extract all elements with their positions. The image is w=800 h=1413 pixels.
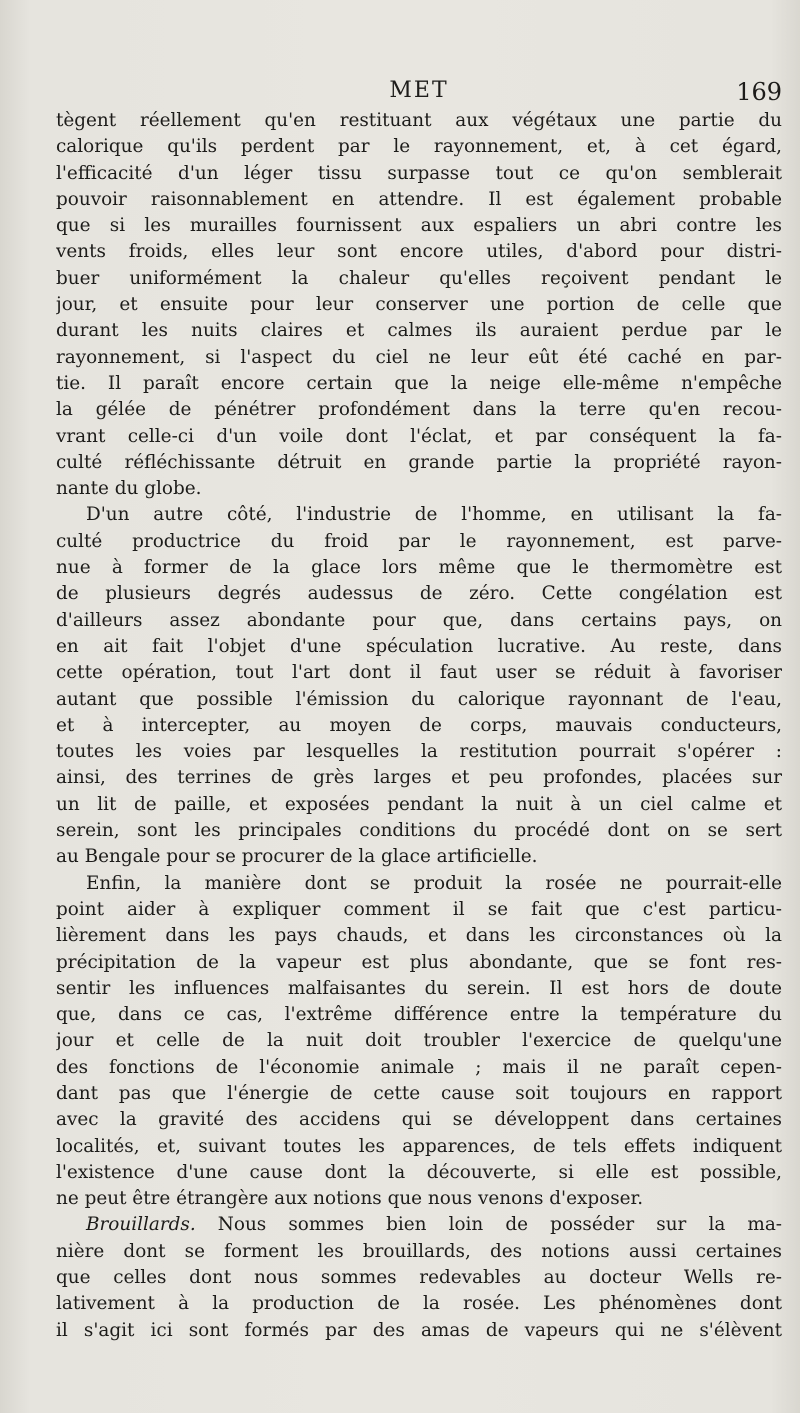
text-line: d'ailleurs assez abondante pour que, dans certains pays, on xyxy=(56,609,782,631)
text-line: rayonnement, si l'aspect du ciel ne leur eût été caché en par- xyxy=(56,346,782,368)
text-line: tie. Il paraît encore certain que la neige elle-même n'empêche xyxy=(56,372,782,394)
text-line: autant que possible l'émission du calorique rayonnant de l'eau, xyxy=(56,688,782,710)
text-line: ne peut être étrangère aux notions que nous venons d'exposer. xyxy=(56,1188,644,1210)
text-line: la gélée de pénétrer profondément dans la terre qu'en recou- xyxy=(56,399,782,421)
text-line: jour et celle de la nuit doit troubler l'exercice de quelqu'une xyxy=(56,1030,782,1052)
text-line: il s'agit ici sont formés par des amas de vapeurs qui ne s'élèvent xyxy=(56,1319,782,1341)
running-head: MET xyxy=(389,78,449,103)
text-line: culté productrice du froid par le rayonnement, est parve- xyxy=(56,530,782,552)
text-line: avec la gravité des accidens qui se développent dans certaines xyxy=(56,1109,782,1131)
text-line: D'un autre côté, l'industrie de l'homme, en utilisant la fa- xyxy=(86,504,782,526)
text-line: un lit de paille, et exposées pendant la nuit à un ciel calme et xyxy=(56,793,782,815)
text-line: tègent réellement qu'en restituant aux végétaux une partie du xyxy=(56,110,782,131)
paragraph-3 xyxy=(56,871,782,1213)
paragraph-1 xyxy=(56,108,782,502)
text-line: lativement à la production de la rosée. Les phénomènes dont xyxy=(56,1293,782,1315)
text-line: jour, et ensuite pour leur conserver une portion de celle que xyxy=(56,294,782,316)
text-line: au Bengale pour se procurer de la glace artificielle. xyxy=(56,846,538,868)
text-line: précipitation de la vapeur est plus abondante, que se font res- xyxy=(56,951,782,973)
text-line: vrant celle-ci d'un voile dont l'éclat, et par conséquent la fa- xyxy=(56,425,782,447)
text-line xyxy=(56,1212,782,1238)
paragraph-4 xyxy=(56,1212,782,1343)
text-line: de plusieurs degrés audessus de zéro. Cette congélation est xyxy=(56,583,782,605)
text-line: toutes les voies par lesquelles la restitution pourrait s'opérer : xyxy=(56,741,782,763)
text-line: dant pas que l'énergie de cette cause soit toujours en rapport xyxy=(56,1082,782,1104)
text-line: localités, et, suivant toutes les apparences, de tels effets indiquent xyxy=(56,1135,782,1157)
text-line: sentir les influences malfaisantes du serein. Il est hors de doute xyxy=(56,977,782,999)
text-line: durant les nuits claires et calmes ils auraient perdue par le xyxy=(56,320,782,342)
text-line: que, dans ce cas, l'extrême différence entre la température du xyxy=(56,1004,782,1026)
text-line: nante du globe. xyxy=(56,478,202,500)
section-lead-brouillards: Brouillards. xyxy=(86,1214,196,1236)
page-header xyxy=(56,76,782,108)
text-line: buer uniformément la chaleur qu'elles reçoivent pendant le xyxy=(56,267,782,289)
page-number: 169 xyxy=(736,78,782,106)
text-line: que si les murailles fournissent aux espaliers un abri contre les xyxy=(56,215,782,237)
text-line: l'existence d'une cause dont la découverte, si elle est possible, xyxy=(56,1161,782,1183)
text-line: lièrement dans les pays chauds, et dans les circonstances où la xyxy=(56,925,782,947)
text-line: l'efficacité d'un léger tissu surpasse tout ce qu'on semblerait xyxy=(56,162,782,184)
text-line: pouvoir raisonnablement en attendre. Il est également probable xyxy=(56,188,782,210)
text-line: que celles dont nous sommes redevables au docteur Wells re- xyxy=(56,1267,782,1289)
text-line-continuation: Nous sommes bien loin de posséder sur la ma- xyxy=(195,1214,782,1236)
text-line: nue à former de la glace lors même que le thermomètre est xyxy=(56,557,782,579)
text-line: calorique qu'ils perdent par le rayonnement, et, à cet égard, xyxy=(56,136,782,158)
paragraph-2 xyxy=(56,502,782,870)
text-line: et à intercepter, au moyen de corps, mauvais conducteurs, xyxy=(56,714,782,736)
text-line: Enfin, la manière dont se produit la rosée ne pourrait-elle xyxy=(86,872,782,894)
text-line: vents froids, elles leur sont encore utiles, d'abord pour distri- xyxy=(56,241,782,263)
text-line: serein, sont les principales conditions du procédé dont on se sert xyxy=(56,820,782,842)
text-line: culté réfléchissante détruit en grande partie la propriété rayon- xyxy=(56,451,782,473)
page-text-block xyxy=(56,76,782,1344)
text-line: point aider à expliquer comment il se fait que c'est particu- xyxy=(56,898,782,920)
text-line: nière dont se forment les brouillards, des notions aussi certaines xyxy=(56,1240,782,1262)
text-line: ainsi, des terrines de grès larges et peu profondes, placées sur xyxy=(56,767,782,789)
text-line: des fonctions de l'économie animale ; mais il ne paraît cepen- xyxy=(56,1056,782,1078)
text-line: cette opération, tout l'art dont il faut user se réduit à favoriser xyxy=(56,662,782,684)
text-line: en ait fait l'objet d'une spéculation lucrative. Au reste, dans xyxy=(56,635,782,657)
